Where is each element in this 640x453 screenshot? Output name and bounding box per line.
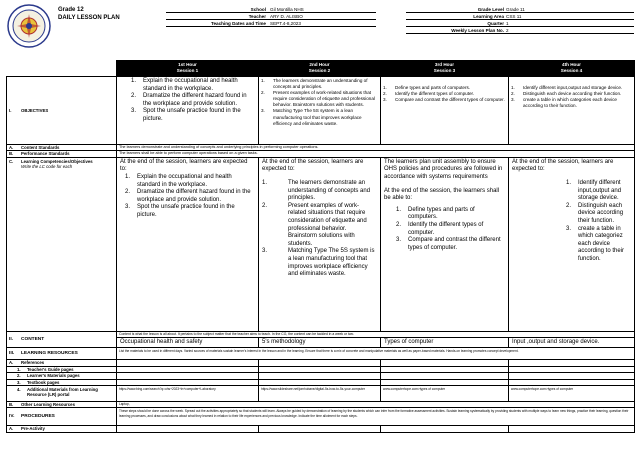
dates-row: [166, 20, 376, 27]
objective-item: 3. Compare and contrast the different types of computer.: [383, 97, 505, 103]
grade-level-label: Grade Level: [477, 7, 504, 12]
content-session-2: 5's methodology: [259, 337, 381, 348]
learning-resources-note: List the materials to be used in different days. Varied sources of materials sustain learner's interest in the lesson and in the learning. Ensure that there is a mix of concrete and manipulative materials as well as paper-based materials. Hands-on learning promotes concept development.: [117, 348, 635, 360]
competency-item: 3. create a table in which categoriez each device according to their function.: [566, 225, 625, 262]
competency-item: 3. Compare and contrast the different types of computer.: [396, 237, 501, 251]
competencies-session-1: At the end of the session, learners are expected to: 1. Explain the occupational and health standard in the workplace. 2. Dramatize the different hazard found in the workplace and provide solution. 3. Spot the unsafe practice found in the picture.: [117, 157, 259, 331]
objectives-session-1: [117, 77, 259, 145]
competencies-row: [7, 157, 635, 331]
header-meta-right: [406, 6, 634, 36]
competency-item: 1. Define types and parts of computers.: [396, 206, 475, 221]
session-3-header: 3rd Hour Session 3: [381, 61, 509, 77]
dates-label: Teaching Dates and Time: [211, 21, 266, 26]
link-session-2[interactable]: https://www.slideshare.net/jomhubane/digital-5s-how-to-5s-your-computer: [259, 386, 381, 402]
objective-item: 1. Identify different input,output and storage device.: [511, 85, 623, 90]
learning-resources-label: III. LEARNING RESOURCES: [7, 348, 117, 360]
learning-area-label: Learning Area: [473, 14, 504, 19]
weekly-label: Weekly Lesson Plan No.: [451, 28, 504, 33]
objective-item: 2. Distinguish each device according their function.: [511, 91, 622, 97]
header-meta-middle: [166, 6, 376, 30]
objectives-label: I. OBJECTIVES: [7, 77, 117, 145]
link-session-4[interactable]: www.computerhope.com>types of computer: [509, 386, 635, 402]
dates-value: SEPT.4-8,2023: [270, 21, 301, 26]
weekly-row: [406, 27, 634, 34]
objective-item: 3. Matching Type The 5S system is a lean manufacturing tool that improves workplace efficiency and eliminates waste.: [261, 108, 362, 126]
grade-title: Grade 12: [58, 7, 84, 13]
objectives-session-2: [259, 77, 381, 145]
quarter-row: [406, 20, 634, 27]
lesson-plan-page: [6, 4, 634, 450]
competencies-session-2: At the end of the session, learners are expected to: 1. The learners demonstrate an understanding of concepts and principles. 2. Present examples of work-related situations that require consideration of etiquette and professional behavior. Brainstorm solutions with students. 3. Matching Type The 5S system is a lean manufacturing tool that improves workplace efficiency and eliminates waste.: [259, 157, 381, 331]
other-resources-value: Laptop,: [117, 402, 635, 408]
session-4-header: 4th Hour Session 4: [509, 61, 635, 77]
competencies-label: C. Learning Competencies/Objectives Write the LC code for each: [7, 157, 117, 331]
content-session-1: Occupational health and safety: [117, 337, 259, 348]
teacher-row: [166, 13, 376, 20]
content-note: Content is what the lesson is all about. It pertains to the subject matter that the teacher aims to teach. In the CG, the content can be tackled in a week or two.: [117, 331, 635, 337]
textbook-label: 3. Textbook pages: [7, 379, 117, 385]
competency-item: 2. Identify the different types of computer.: [396, 221, 484, 236]
other-resources-label: B. Other Learning Resources: [7, 402, 117, 408]
grade-level-row: [406, 6, 634, 13]
pre-activity-session-1: [117, 426, 259, 433]
school-value: Gil Montilla NHS: [270, 7, 304, 12]
performance-standards-text: The learners shall be able to perform computer operations based on a given tasks.: [117, 151, 635, 157]
objective-item: 1. Define types and parts of computers.: [383, 85, 471, 90]
competency-item: 1. The learners demonstrate an understanding of concepts and principles.: [262, 180, 371, 202]
link-session-1[interactable]: https://www.bing.com/search?q=ohs+2023+in+computer+Laboratory: [117, 386, 259, 402]
procedures-row: [7, 408, 635, 426]
content-session-3: Types of computer: [381, 337, 509, 348]
quarter-label: Quarter: [487, 21, 504, 26]
competencies-session-3: The learners plan unit assembly to ensure OHS policies and procedures are followed in accordance with systems requirements At the end of the session, the learners shall be able to: 1. Define types and parts of computers. 2. Identify the different types of computer. 3. Compare and contrast the different types of computer.: [381, 157, 509, 331]
session-2-header: 2nd Hour Session 2: [259, 61, 381, 77]
pre-activity-label: A. Pre-Activity: [7, 426, 117, 433]
pre-activity-row: [7, 426, 635, 433]
competency-item: 2. Distinguish each device according their function.: [566, 202, 624, 224]
objective-item: 3. create a table in which categories each device according to their function.: [511, 97, 617, 109]
quarter-value: 1: [506, 21, 509, 26]
competency-item: 3. Matching Type The 5S system is a lean manufacturing tool that improves workplace efficiency and eliminates waste.: [262, 248, 375, 278]
competency-item: 1. Explain the occupational and health standard in the workplace.: [125, 174, 232, 188]
competency-item: 2. Dramatize the different hazard found in the workplace and provide solution.: [125, 189, 251, 203]
link-session-3[interactable]: www.computerhope.com>types of computer: [381, 386, 509, 402]
competencies-session-4: At the end of the session, learners are expected to: 1. Identify different input,output and storage device. 2. Distinguish each device according their function. 3. create a table in which categoriez each device according to their function.: [509, 157, 635, 331]
plan-title: DAILY LESSON PLAN: [58, 15, 120, 21]
content-standards-label: A. Content Standards: [7, 145, 117, 151]
teachers-guide-label: 1. Teacher's Guide pages: [7, 366, 117, 372]
objective-item: 3. Spot the unsafe practice found in the picture.: [131, 108, 241, 122]
teacher-label: Teacher: [248, 14, 266, 19]
additional-materials-row: [7, 386, 635, 402]
competency-item: 2. Present examples of work-related situations that require consideration of etiquette and professional behavior. Brainstorm solutions with students.: [262, 202, 367, 247]
blank-corner: [7, 61, 117, 77]
learning-area-value: CSS 11: [506, 14, 522, 19]
pre-activity-session-4: [509, 426, 635, 433]
objective-item: 2. Dramatize the different hazard found in the workplace and provide solution.: [131, 93, 247, 107]
objectives-row: [7, 77, 635, 145]
session-header-row: [7, 61, 635, 77]
learners-materials-label: 2. Learner's Materials pages: [7, 373, 117, 379]
lesson-plan-table: [6, 60, 635, 433]
objective-item: 1. Explain the occupational and health standard in the workplace.: [131, 78, 238, 92]
school-label: School: [250, 7, 266, 12]
objectives-session-3: [381, 77, 509, 145]
weekly-value: 2: [506, 28, 509, 33]
competency-item: 3. Spot the unsafe practice found in the picture.: [125, 204, 235, 218]
document-header: [6, 4, 634, 60]
grade-level-value: Grade 11: [506, 7, 525, 12]
content-label: II. CONTENT: [7, 331, 117, 348]
content-standards-text: The learners demonstrate and understanding of concepts and underlying principles in performing computer operations.: [117, 145, 635, 151]
learning-area-row: [406, 13, 634, 20]
session-1-header: 1st Hour Session 1: [117, 61, 259, 77]
competency-item: 1. Identify different input,output and storage device.: [566, 180, 622, 202]
objective-item: 1. The learners demonstrate an understanding of concepts and principles.: [261, 78, 368, 90]
school-row: [166, 6, 376, 13]
objective-item: 2. Present examples of work-related situations that require consideration of etiquette and professional behavior. Brainstorm solutions with students.: [261, 90, 375, 108]
procedures-label: IV. PROCEDURES: [7, 408, 117, 426]
header-title-block: [58, 6, 120, 22]
pre-activity-session-3: [381, 426, 509, 433]
objective-item: 2. Identify the different types of computer.: [383, 91, 475, 97]
references-label: A. References: [7, 360, 117, 366]
deped-seal-icon: [7, 4, 51, 48]
performance-standards-label: B. Performance Standards: [7, 151, 117, 157]
objectives-session-4: [509, 77, 635, 145]
teacher-value: ARY D. ALISBO: [270, 14, 303, 19]
pre-activity-session-2: [259, 426, 381, 433]
additional-materials-label: 4. Additional Materials from Learning Resource (LR) portal: [7, 386, 117, 402]
procedures-note: These steps should be done across the week. Spread out the activities appropriately so that students will learn. Always be guided by demonstration of learning by the students which can infer from the formative assessment activities. Sustain learning systematically by providing students with multiple ways to learn new things, practice their learning, question their learning processes, and draw conclusions about what they learned in relation to their life experiences and previous knowledge. Indicate the time allotment for each steps.: [117, 408, 635, 426]
content-session-4: Input ,output and storage device.: [509, 337, 635, 348]
learning-resources-row: [7, 348, 635, 360]
